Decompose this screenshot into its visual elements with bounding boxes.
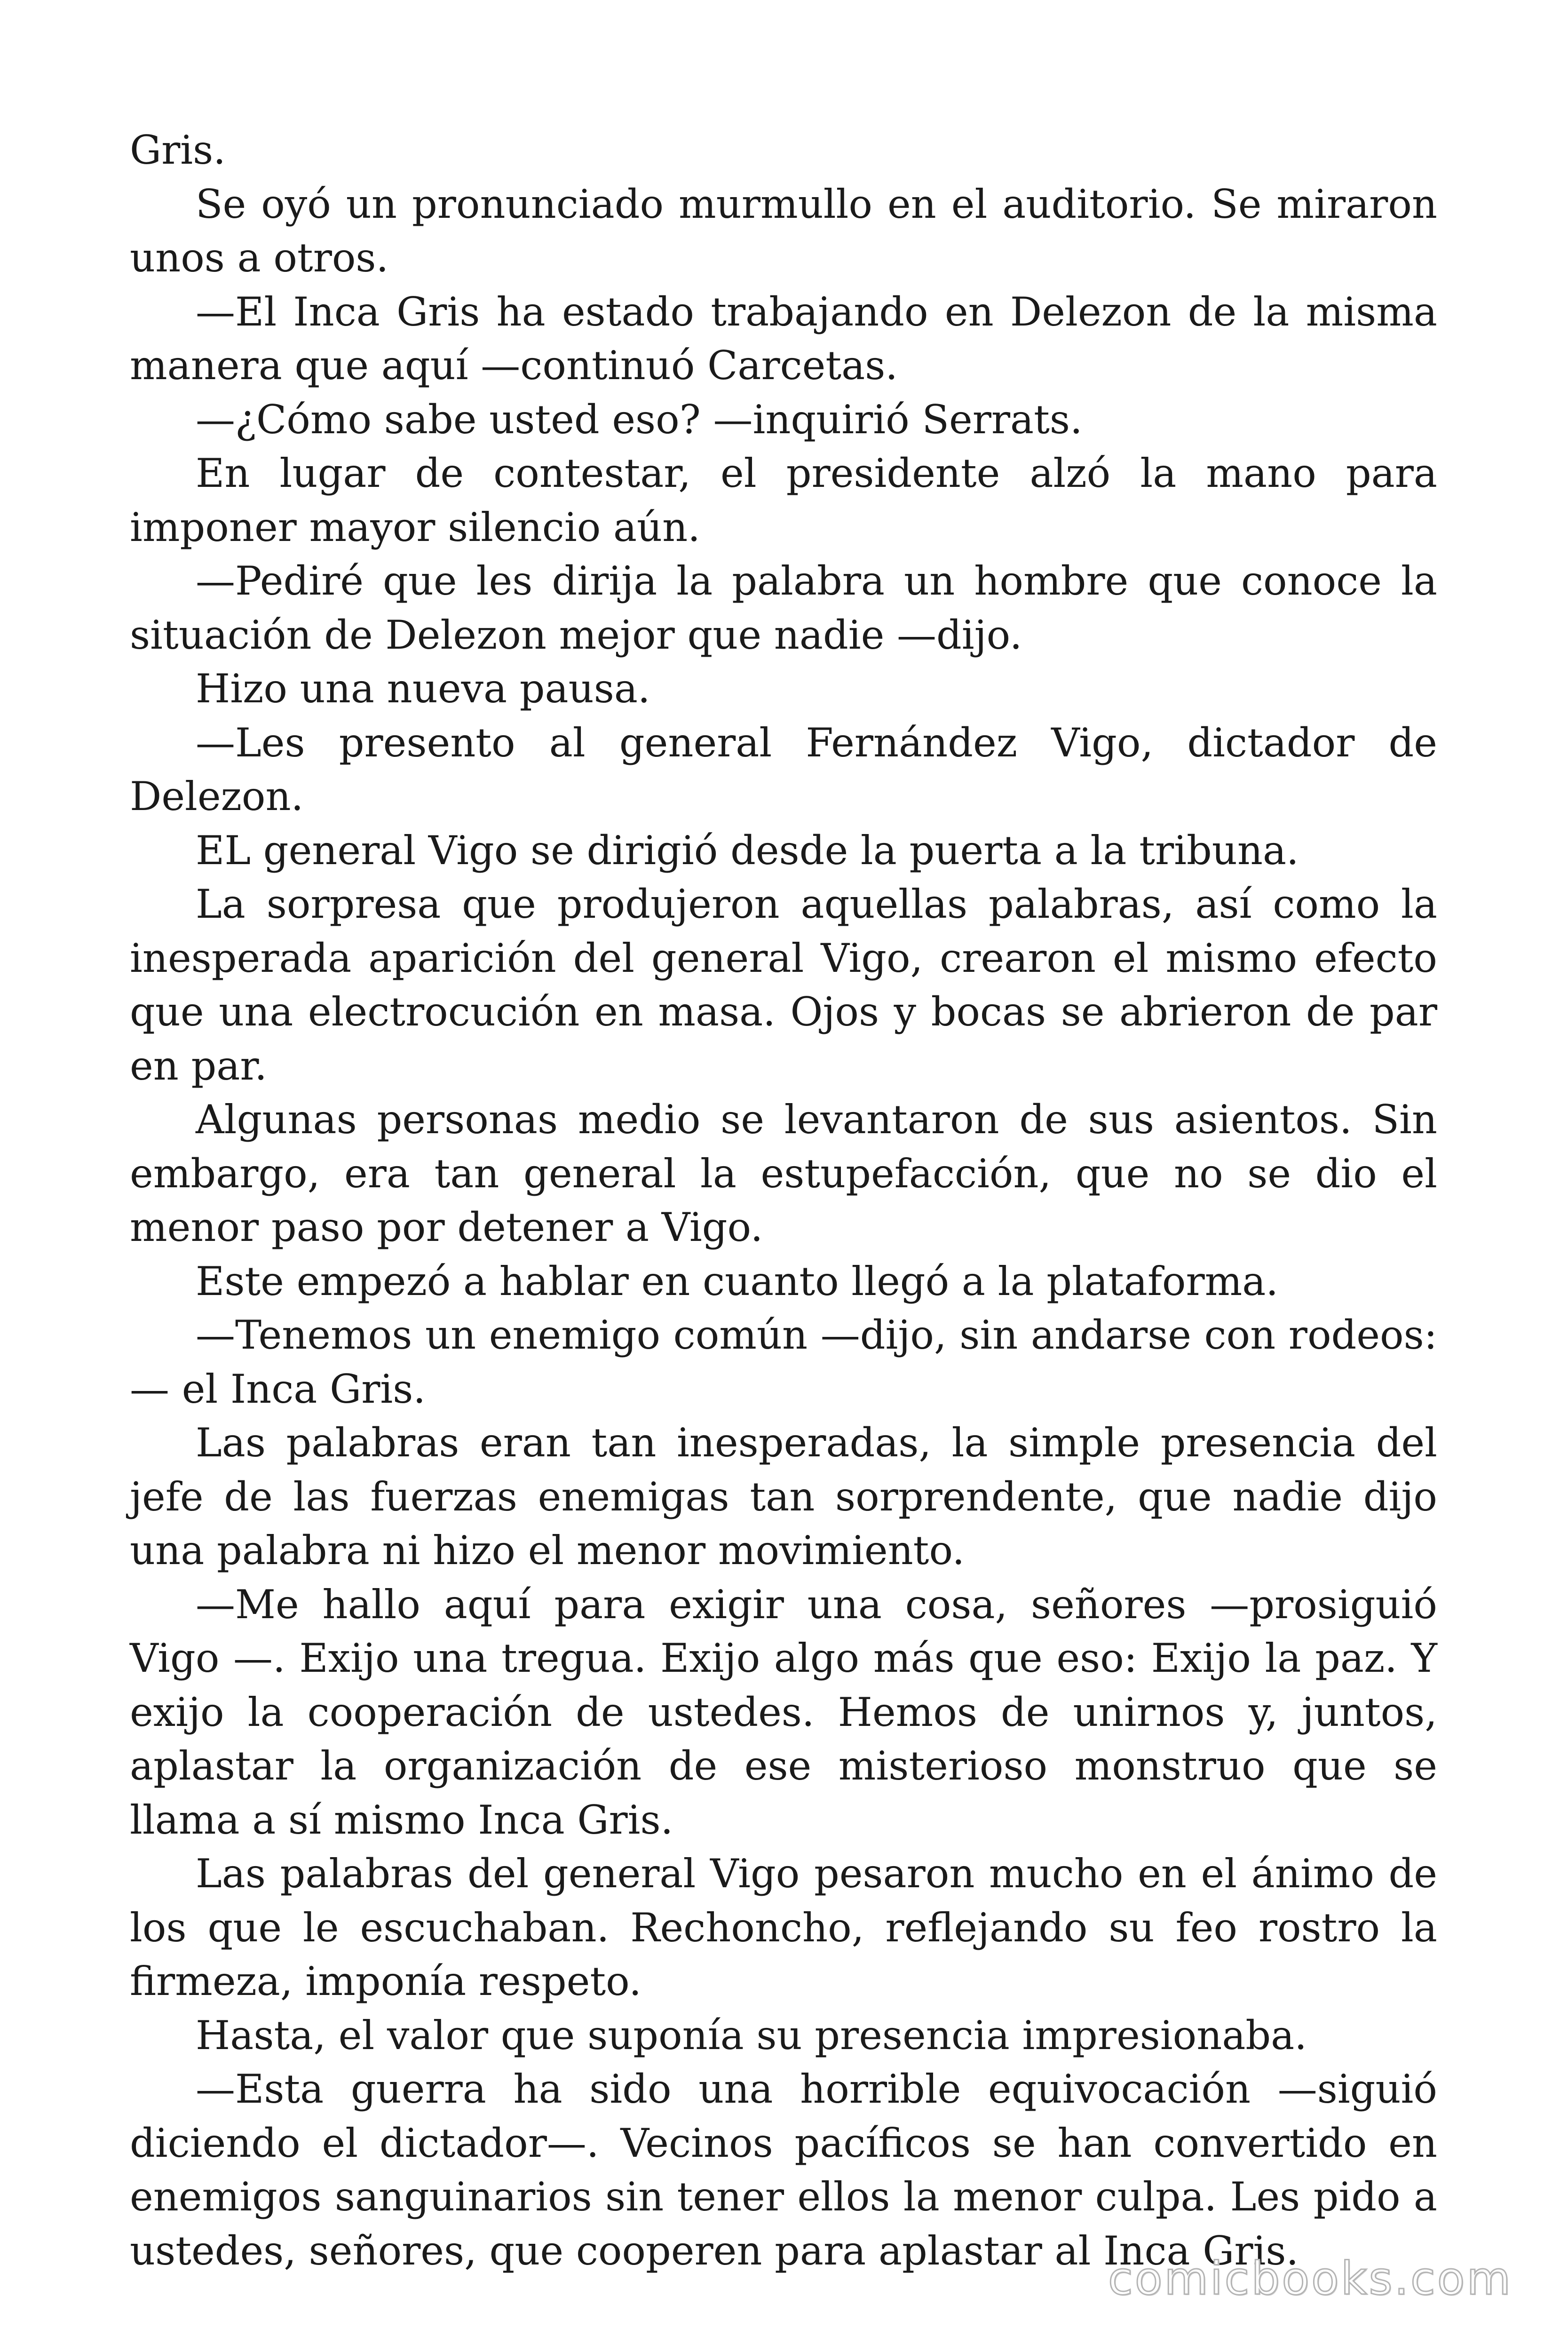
paragraph-13: —Tenemos un enemigo común —dijo, sin andarse con rodeos:— el Inca Gris.: [130, 1312, 1437, 1412]
page-body: [130, 123, 1437, 2278]
paragraph-9: EL general Vigo se dirigió desde la puerta a la tribuna.: [196, 827, 1299, 874]
paragraph-15: —Me hallo aquí para exigir una cosa, señores —prosiguió Vigo —. Exijo una tregua. Exijo algo más que eso: Exijo la paz. Y exijo la cooperación de ustedes. Hemos de unirnos y, juntos, aplastar la organización de ese misterioso monstruo que se llama a sí mismo Inca Gris.: [130, 1581, 1437, 1843]
paragraph-18: —Esta guerra ha sido una horrible equivocación —siguió diciendo el dictador—. Vecinos pacíficos se han convertido en enemigos sanguinarios sin tener ellos la menor culpa. Les pido a ustedes, señores, que cooperen para aplastar al Inca Gris.: [130, 2066, 1437, 2274]
paragraph-7: Hizo una nueva pausa.: [196, 666, 650, 712]
paragraph-1: Gris.: [130, 127, 226, 173]
paragraph-10: La sorpresa que produjeron aquellas palabras, así como la inesperada aparición del general Vigo, crearon el mismo efecto que una electrocución en masa. Ojos y bocas se abrieron de par en par.: [130, 881, 1437, 1089]
paragraph-17: Hasta, el valor que suponía su presencia impresionaba.: [196, 2012, 1307, 2058]
paragraph-6: —Pediré que les dirija la palabra un hombre que conoce la situación de Delezon mejor que nadie —dijo.: [130, 558, 1437, 658]
paragraph-2: Se oyó un pronunciado murmullo en el auditorio. Se miraron unos a otros.: [130, 181, 1437, 281]
paragraph-16: Las palabras del general Vigo pesaron mucho en el ánimo de los que le escuchaban. Rechoncho, reflejando su feo rostro la firmeza, imponía respeto.: [130, 1851, 1437, 2004]
paragraph-8: —Les presento al general Fernández Vigo, dictador de Delezon.: [130, 719, 1437, 819]
paragraph-3: —El Inca Gris ha estado trabajando en Delezon de la misma manera que aquí —continuó Carcetas.: [130, 288, 1437, 389]
paragraph-11: Algunas personas medio se levantaron de sus asientos. Sin embargo, era tan general la estupefacción, que no se dio el menor paso por detener a Vigo.: [130, 1097, 1437, 1250]
watermark-logo: comicbooks.com: [1108, 2252, 1513, 2305]
paragraph-12: Este empezó a hablar en cuanto llegó a la plataforma.: [196, 1258, 1279, 1304]
paragraph-5: En lugar de contestar, el presidente alzó la mano para imponer mayor silencio aún.: [130, 450, 1437, 550]
paragraph-14: Las palabras eran tan inesperadas, la simple presencia del jefe de las fuerzas enemigas tan sorprendente, que nadie dijo una palabra ni hizo el menor movimiento.: [130, 1420, 1437, 1573]
paragraph-4: —¿Cómo sabe usted eso? —inquirió Serrats.: [196, 396, 1083, 443]
